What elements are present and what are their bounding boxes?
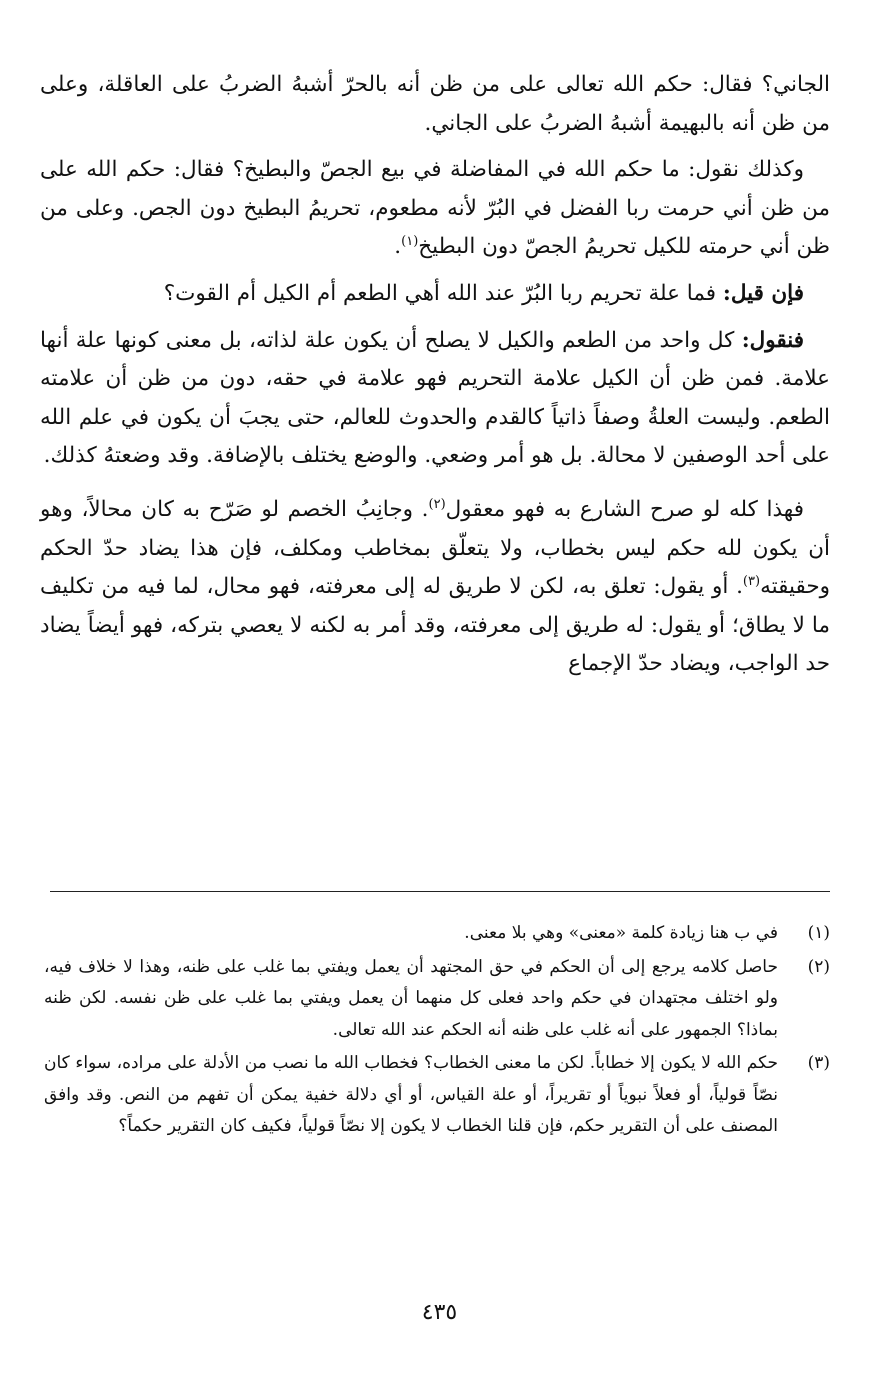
paragraph-3 xyxy=(40,275,830,314)
footnote-divider xyxy=(50,891,830,892)
paragraph-4 xyxy=(40,322,830,476)
paragraph-5 xyxy=(40,491,830,684)
footnote-text: حكم الله لا يكون إلا خطاباً. لكن ما معنى الخطاب؟ فخطاب الله ما نصب من الأدلة على مراده، سواء كان نصّاً قولياً، أو فعلاً نبوياً أو تقريراً، أو علة القياس، أو أي دلالة خفية يمكن أن تفهم من النص. وقد وافق المصنف على أن التقرير حكم، فإن قلنا الخطاب لا يكون إلا نصّاً قولياً، فكيف كان التقرير حكماً؟ xyxy=(44,1053,778,1136)
footnote-text: في ب هنا زيادة كلمة «معنى» وهي بلا معنى. xyxy=(464,923,778,943)
footnote-ref-1: (١) xyxy=(401,234,419,250)
paragraph-5-part-c: . أو يقول: تعلق به، لكن لا طريق له إلى معرفته، فهو محال، لما فيه من تكليف ما لا يطاق؛ أو يقول: له طريق إلى معرفته، وقد أمر به لكنه لا يعصي بتركه، فهو أيضاً يضاد حد الواجب، ويضاد حدّ الإجماع xyxy=(40,574,830,677)
paragraph-2 xyxy=(40,151,830,267)
footnote-number: (١) xyxy=(807,923,830,943)
footnotes xyxy=(44,918,830,1143)
paragraph-3-lead: فإن قيل: xyxy=(722,280,804,306)
footnote-number: (٢) xyxy=(807,956,830,977)
footnote-ref-2: (٢) xyxy=(428,496,446,512)
footnote-number: (٣) xyxy=(807,1053,830,1073)
paragraph-2-text: وكذلك نقول: ما حكم الله في المفاضلة في بيع الجصّ والبطيخ؟ فقال: حكم الله على من ظن أني حرمت ربا الفضل في البُرّ لأنه مطعوم، تحريمُ البطيخ دون الجص. وعلى من ظن أني حرمته للكيل تحريمُ الجصّ دون البطيخ xyxy=(40,157,830,260)
paragraph-5-part-a: فهذا كله لو صرح الشارع به فهو معقول xyxy=(445,496,804,522)
page-number: ٤٣٥ xyxy=(421,1300,458,1325)
main-text xyxy=(40,66,830,684)
paragraph-1: الجاني؟ فقال: حكم الله تعالى على من ظن أنه بالحرّ أشبهُ الضربُ على العاقلة، وعلى من ظن أنه بالبهيمة أشبهُ الضربُ على الجاني. xyxy=(40,72,830,136)
footnote-2 xyxy=(44,952,830,1047)
paragraph-3-text: فما علة تحريم ربا البُرّ عند الله أهي الطعم أم الكيل أم القوت؟ xyxy=(163,280,723,306)
paragraph-4-lead: فنقول: xyxy=(741,327,804,353)
footnote-text: حاصل كلامه يرجع إلى أن الحكم في حق المجتهد أن يعمل ويفتي بما غلب على ظنه، وهذا لا خلاف فيه، ولو اختلف مجتهدان في حكم واحد فعلى كل منهما أن يعمل ويفتي بما غلب على ظن نفسه. لكن ظنه بماذا؟ الجمهور على أنه غلب على ظنه أنه الحكم عند الله تعالى. xyxy=(44,956,778,1040)
footnote-1 xyxy=(44,918,830,950)
footnote-3 xyxy=(44,1048,830,1143)
paragraph-4-text: كل واحد من الطعم والكيل لا يصلح أن يكون علة لذاته، بل معنى كونها علة أنها علامة. فمن ظن أن الكيل علامة التحريم فهو علامة في حقه، دون من ظن أن علامته الطعم. وليست العلةُ وصفاً ذاتياً كالقدم والحدوث للعالم، حتى يجبَ أن يكون في علم الله على أحد الوصفين لا محالة. بل هو أمر وضعي. والوضع يختلف بالإضافة. وقد وضعتهُ كذلك. xyxy=(40,327,830,469)
paragraph-5-part-b: . وجانِبُ الخصم لو صَرّح به كان محالاً، وهو أن يكون لله حكم ليس بخطاب، ولا يتعلّق بمخاطب ومكلف، فإن هذا يضاد حدّ الحكم وحقيقته xyxy=(40,496,830,600)
footnote-ref-3: (٣) xyxy=(742,573,761,589)
paragraph-2-end: . xyxy=(394,234,402,260)
